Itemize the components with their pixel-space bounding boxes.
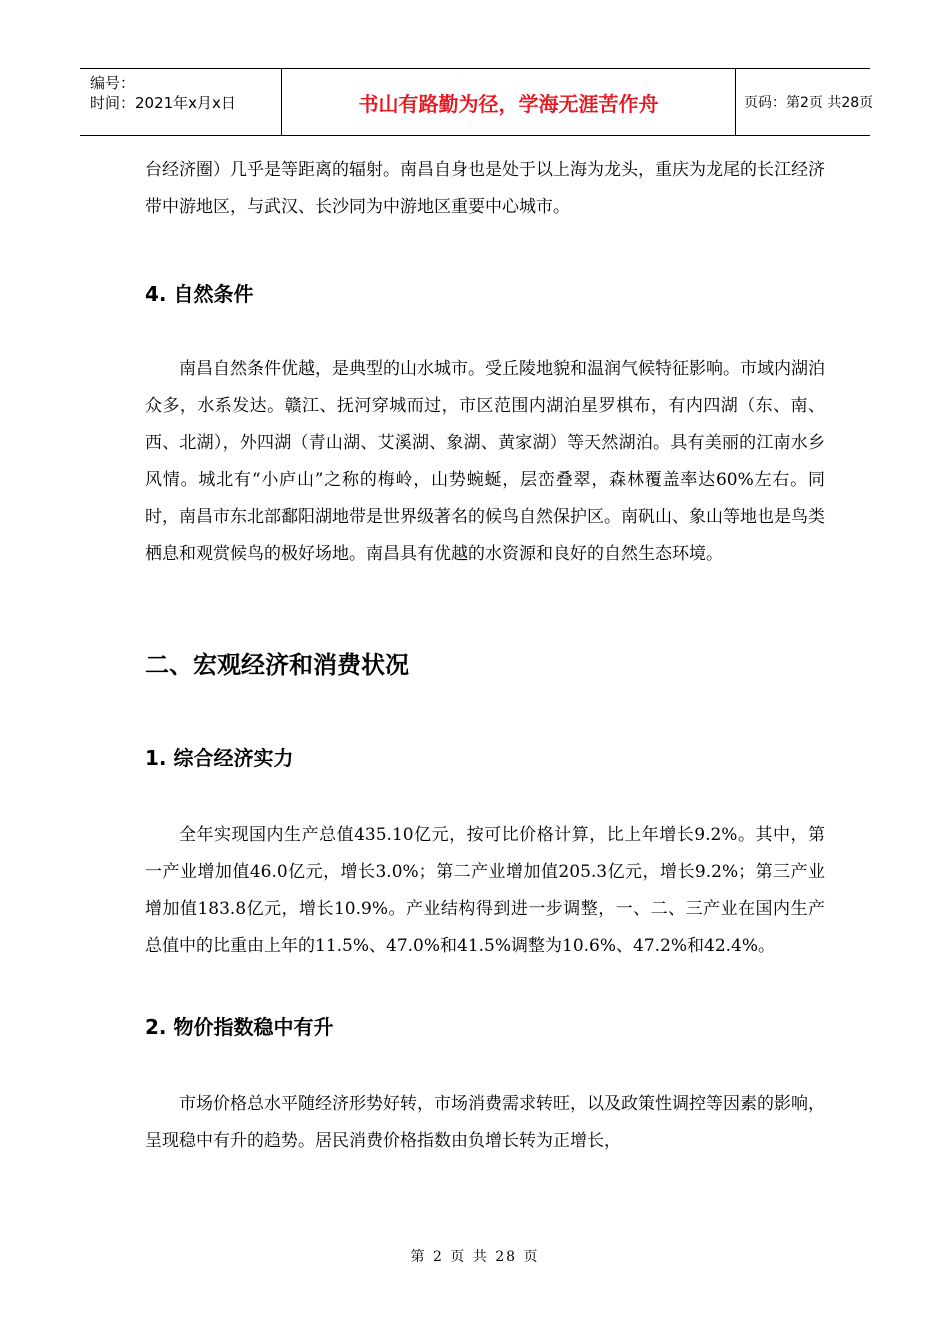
header-page-info: 页码：第2页 共28页 xyxy=(744,95,874,111)
header-meta xyxy=(80,69,282,135)
document-number-label: 编号： xyxy=(90,74,136,92)
document-body xyxy=(145,152,825,1160)
page-header xyxy=(80,68,874,136)
natural-conditions-paragraph: 南昌自然条件优越，是典型的山水城市。受丘陵地貌和温润气候特征影响。市域内湖泊众多，水系发达。赣江、抚河穿城而过，市区范围内湖泊星罗棋布，有内四湖（东、南、西、北湖），外四湖（青山湖、艾溪湖、象湖、黄家湖）等天然湖泊。具有美丽的江南水乡风情。城北有“小庐山”之称的梅岭，山势蜿蜒，层峦叠翠，森林覆盖率达60%左右。同时，南昌市东北部鄱阳湖地带是世界级著名的候鸟自然保护区。南矾山、象山等地也是鸟类栖息和观赏候鸟的极好场地。南昌具有优越的水资源和良好的自然生态环境。 xyxy=(145,359,825,564)
continued-paragraph: 台经济圈）几乎是等距离的辐射。南昌自身也是处于以上海为龙头，重庆为龙尾的长江经济带中游地区，与武汉、长沙同为中游地区重要中心城市。 xyxy=(145,160,825,217)
economic-strength-paragraph: 全年实现国内生产总值435.10亿元，按可比价格计算，比上年增长9.2%。其中，第一产业增加值46.0亿元，增长3.0%；第二产业增加值205.3亿元，增长9.2%；第三产业增加值183.8亿元，增长10.9%。产业结构得到进一步调整，一、二、三产业在国内生产总值中的比重由上年的11.5%、47.0%和41.5%调整为10.6%、47.2%和42.4%。 xyxy=(145,825,825,956)
price-index-paragraph: 市场价格总水平随经济形势好转，市场消费需求转旺，以及政策性调控等因素的影响，呈现稳中有升的趋势。居民消费价格指数由负增长转为正增长， xyxy=(145,1094,825,1151)
section-heading-price-index: 2. 物价指数稳中有升 xyxy=(145,1015,334,1039)
header-motto: 书山有路勤为径，学海无涯苦作舟 xyxy=(282,69,736,135)
document-time-label: 时间：2021年x月x日 xyxy=(90,94,236,112)
chapter-heading-macro-economy: 二、宏观经济和消费状况 xyxy=(145,651,409,679)
section-heading-natural-conditions: 4. 自然条件 xyxy=(145,282,254,306)
section-heading-economic-strength: 1. 综合经济实力 xyxy=(145,746,294,770)
page-footer: 第 2 页 共 28 页 xyxy=(410,1249,540,1265)
